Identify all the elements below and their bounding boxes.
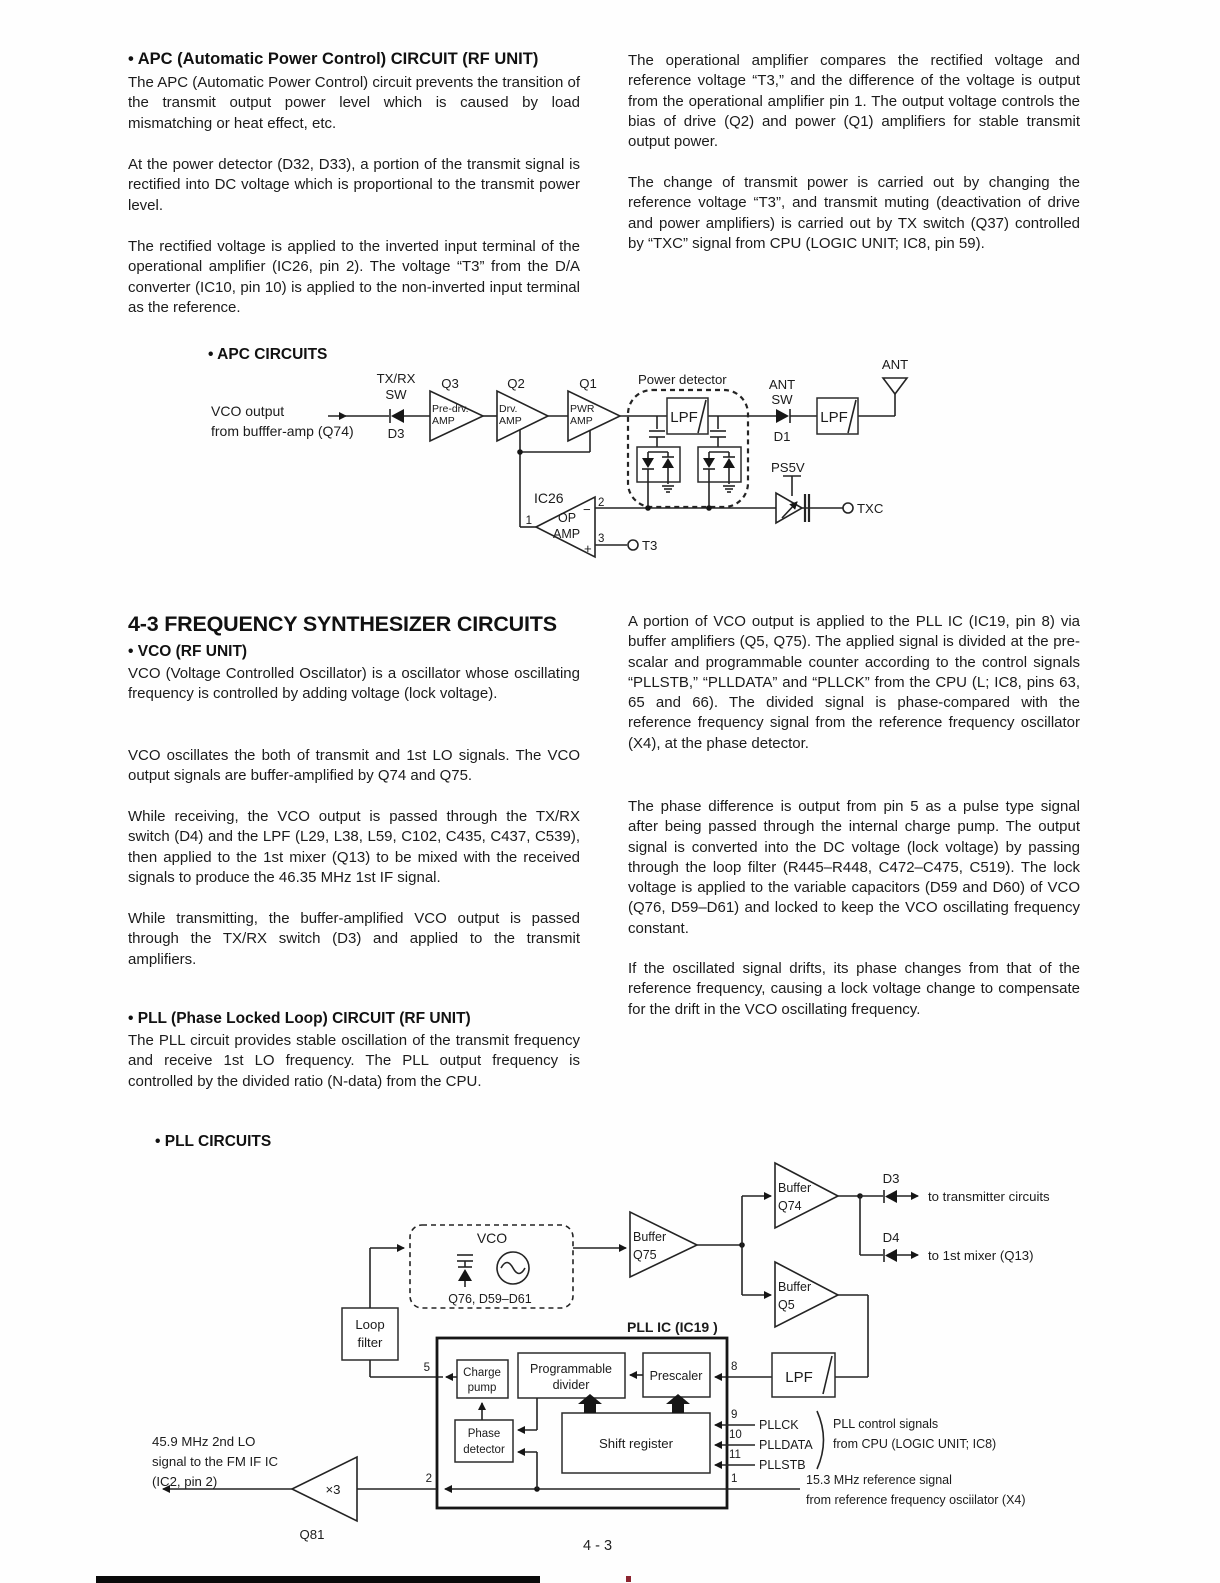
- synth-paragraph-r2: The phase difference is output from pin 5 as a pulse type signal after being passed through the internal charge pump. The output signal is converted into the DC voltage (lock voltage) by passing through the loop filter (R445–R448, C472–C475, C519). The lock voltage is applied to the variable capacitors (D59 and D60) of VCO (Q76, D59–D61) and locked to keep the VCO oscillating frequency constant.: [628, 798, 1080, 937]
- pll-d3-label: D3: [882, 1171, 900, 1186]
- lpf1-label: LPF: [670, 409, 698, 426]
- lo-label-line2: signal to the FM IF IC: [152, 1454, 279, 1469]
- varactor-icon: [457, 1255, 473, 1287]
- txc-label: TXC: [857, 501, 884, 516]
- power-detector-label: Power detector: [638, 372, 727, 387]
- buffer-q74-label1: Buffer: [778, 1181, 812, 1195]
- pll-heading: • PLL (Phase Locked Loop) CIRCUIT (RF UNIT): [128, 1010, 471, 1027]
- footer-bar: [96, 1576, 540, 1583]
- synth-paragraph-r3: If the oscillated signal drifts, its phase changes from that of the reference frequency, causing a lock voltage change to compensate for the drift in the VCO oscillating frequency.: [628, 960, 1080, 1018]
- x3-label: ×3: [325, 1482, 341, 1497]
- lpf1-block: [667, 398, 708, 434]
- page-number: 4 - 3: [583, 1538, 613, 1554]
- buffer-q75-label2: Q75: [633, 1248, 657, 1262]
- pll-paragraph: The PLL circuit provides stable oscillation of the transmit frequency and receive 1st LO frequency. The PLL output frequency is controlled by the divided ratio (N-data) from the CPU.: [128, 1032, 580, 1090]
- q1-amp-text1: PWR: [570, 403, 595, 415]
- op-amp-minus: −: [583, 502, 591, 517]
- vco-paragraph-1: VCO (Voltage Controlled Oscillator) is a oscillator whose oscillating frequency is controlled by adding voltage (lock voltage).: [128, 665, 580, 703]
- vco-paragraph-4: While transmitting, the buffer-amplified VCO output is passed through the TX/RX switch (D3) and applied to the transmit amplifiers.: [128, 910, 580, 968]
- ic26-label: IC26: [534, 490, 564, 506]
- op-amp-pin3: 3: [598, 533, 605, 545]
- pin11-label: 11: [729, 1449, 741, 1461]
- vco-heading: • VCO (RF UNIT): [128, 643, 248, 660]
- ant-label: ANT: [881, 357, 909, 372]
- synth-section-heading: 4-3 FREQUENCY SYNTHESIZER CIRCUITS: [128, 612, 557, 636]
- to-mixer-label: to 1st mixer (Q13): [928, 1248, 1034, 1263]
- op-amp-pin2: 2: [598, 497, 605, 509]
- apc-circuit-diagram: [190, 345, 930, 580]
- pll-ic-label: PLL IC (IC19 ): [627, 1319, 718, 1335]
- pllck-label: PLLCK: [759, 1418, 799, 1432]
- pin1-label: 1: [731, 1473, 738, 1485]
- diode-d3-txrx: [390, 409, 404, 423]
- q74-output-wires: [838, 1193, 883, 1255]
- lpf2-block: [817, 398, 858, 434]
- lpf2-label: LPF: [820, 409, 848, 426]
- pll-diagram-title: • PLL CIRCUITS: [155, 1133, 272, 1150]
- shift-register-label: Shift register: [598, 1436, 674, 1451]
- charge-pump-label2: pump: [467, 1382, 497, 1394]
- q81-label: Q81: [299, 1527, 325, 1542]
- ctrl-label-line1: PLL control signals: [833, 1417, 939, 1431]
- detector-diode-box-1: [637, 447, 680, 508]
- op-amp-pin1: 1: [525, 515, 532, 527]
- q75-branch-wires: [697, 1196, 771, 1295]
- prescaler-label: Prescaler: [649, 1369, 703, 1383]
- txrx-sw-label-line2: SW: [385, 387, 407, 402]
- ant-sw-label-line2: SW: [771, 392, 793, 407]
- q2-amp-text2: AMP: [499, 415, 522, 427]
- apc-diagram-title: • APC CIRCUITS: [208, 346, 328, 363]
- vco-label: VCO: [476, 1230, 508, 1246]
- q2-label: Q2: [507, 376, 525, 391]
- detector-diode-box-2: [698, 447, 741, 508]
- lo-label-line1: 45.9 MHz 2nd LO: [152, 1434, 256, 1449]
- pll-circuit-diagram: [140, 1150, 1090, 1550]
- ps5v-label: PS5V: [771, 460, 805, 475]
- vco-parts-label: Q76, D59–D61: [448, 1292, 532, 1306]
- pll-lpf-block: [772, 1353, 835, 1397]
- apc-section-heading: • APC (Automatic Power Control) CIRCUIT (RF UNIT): [128, 50, 539, 68]
- to-transmitter-label: to transmitter circuits: [928, 1189, 1050, 1204]
- prog-divider-label2: divider: [552, 1378, 590, 1392]
- oscillator-icon: [497, 1252, 529, 1284]
- pll-lpf-label: LPF: [785, 1369, 813, 1386]
- pin2-label: 2: [425, 1473, 432, 1485]
- pll-diode-d4: [884, 1249, 918, 1262]
- t3-label: T3: [642, 538, 658, 553]
- op-amp-text2: AMP: [553, 527, 581, 541]
- synth-paragraph-r1: A portion of VCO output is applied to the PLL IC (IC19, pin 8) via buffer amplifiers (Q5, Q75). The applied signal is divided at the pre-scalar and programmable counter according to the control signals “PLLSTB,” “PLLDATA” and “PLLCK” from the CPU (L; IC8, pins 63, 65 and 66). The divided signal is phase-compared with the reference frequency signal from the reference frequency oscillator (X4), at the phase detector.: [628, 613, 1080, 752]
- txc-terminal: [843, 503, 853, 513]
- phase-detector-label1: Phase: [467, 1428, 501, 1440]
- q3-amp-text2: AMP: [432, 415, 455, 427]
- q2-amp-text1: Drv.: [499, 403, 518, 415]
- pin9-label: 9: [731, 1409, 738, 1421]
- pllstb-label: PLLSTB: [759, 1458, 806, 1472]
- vco-output-label-line1: VCO output: [211, 403, 285, 419]
- pin10-label: 10: [729, 1429, 742, 1441]
- buffer-q75-label1: Buffer: [633, 1230, 667, 1244]
- ref-label-line1: 15.3 MHz reference signal: [806, 1473, 952, 1487]
- d3-label: D3: [387, 426, 405, 441]
- vco-paragraph-2: VCO oscillates the both of transmit and 1st LO signals. The VCO output signals are buffer-amplified by Q74 and Q75.: [128, 747, 580, 785]
- d1-label: D1: [773, 429, 791, 444]
- loop-filter-block: [342, 1308, 398, 1360]
- charge-pump-label1: Charge: [463, 1367, 501, 1379]
- lo-label-line3: (IC2, pin 2): [152, 1474, 218, 1489]
- apc-paragraph-5: The change of transmit power is carried out by changing the reference voltage “T3”, and transmit muting (deactivation of drive and power amplifiers) is carried out by TX switch (Q37) controlled by “TXC” signal from CPU (LOGIC UNIT; IC8, pin 59).: [628, 174, 1080, 252]
- apc-paragraph-2: At the power detector (D32, D33), a portion of the transmit signal is rectified into DC voltage which is proportional to the transmit power level.: [128, 156, 580, 214]
- op-amp-text1: OP: [558, 511, 577, 525]
- ref-label-line2: from reference frequency osciilator (X4): [806, 1493, 1026, 1507]
- op-amp-plus: +: [584, 541, 592, 556]
- buffer-q5-label2: Q5: [778, 1298, 795, 1312]
- buffer-q75: [630, 1212, 697, 1277]
- q3-amp-text1: Pre-drv.: [432, 403, 469, 415]
- pin5-label: 5: [423, 1362, 430, 1374]
- buffer-q74: [775, 1163, 838, 1228]
- buffer-q74-label2: Q74: [778, 1199, 802, 1213]
- tx-switch-q37: [776, 476, 809, 523]
- q1-amp-text2: AMP: [570, 415, 593, 427]
- diode-d1: [776, 409, 790, 423]
- ant-sw-label-line1: ANT: [768, 377, 796, 392]
- loop-filter-label2: filter: [357, 1335, 383, 1350]
- ctrl-label-line2: from CPU (LOGIC UNIT; IC8): [833, 1437, 997, 1451]
- q3-label: Q3: [441, 376, 459, 391]
- apc-paragraph-4: The operational amplifier compares the rectified voltage and reference voltage “T3,” and the difference of the voltage is output from the operational amplifier pin 1. The output voltage controls the bias of drive (Q2) and power (Q1) amplifiers for stable transmit output power.: [628, 52, 1080, 151]
- pin8-label: 8: [731, 1361, 738, 1373]
- buffer-q5: [775, 1262, 838, 1327]
- control-brace: [817, 1411, 824, 1469]
- buffer-q5-label1: Buffer: [778, 1280, 812, 1294]
- vco-output-label-line2: from bufffer-amp (Q74): [211, 423, 354, 439]
- prog-divider-label1: Programmable: [530, 1362, 612, 1376]
- plldata-label: PLLDATA: [759, 1438, 813, 1452]
- pll-diode-d3: [884, 1190, 918, 1203]
- pll-d4-label: D4: [882, 1230, 900, 1245]
- q1-label: Q1: [579, 376, 597, 391]
- vco-paragraph-3: While receiving, the VCO output is passed through the TX/RX switch (D4) and the LPF (L29, L38, L59, C102, C435, C437, C539), then applied to the 1st mixer (Q13) to be mixed with the received signals to produce the 46.35 MHz 1st IF signal.: [128, 808, 580, 886]
- footer-speck: [626, 1576, 631, 1582]
- phase-detector-label2: detector: [463, 1444, 505, 1456]
- apc-paragraph-1: The APC (Automatic Power Control) circuit prevents the transition of the transmit output power level which is caused by load mismatching or heat effect, etc.: [128, 74, 580, 132]
- t3-terminal: [628, 540, 638, 550]
- antenna-icon: [883, 378, 907, 416]
- apc-paragraph-3: The rectified voltage is applied to the inverted input terminal of the operational amplifier (IC26, pin 2). The voltage “T3” from the D/A converter (IC10, pin 10) is applied to the non-inverted input terminal as the reference.: [128, 238, 580, 316]
- loop-filter-label1: Loop: [355, 1317, 385, 1332]
- txrx-sw-label-line1: TX/RX: [376, 371, 416, 386]
